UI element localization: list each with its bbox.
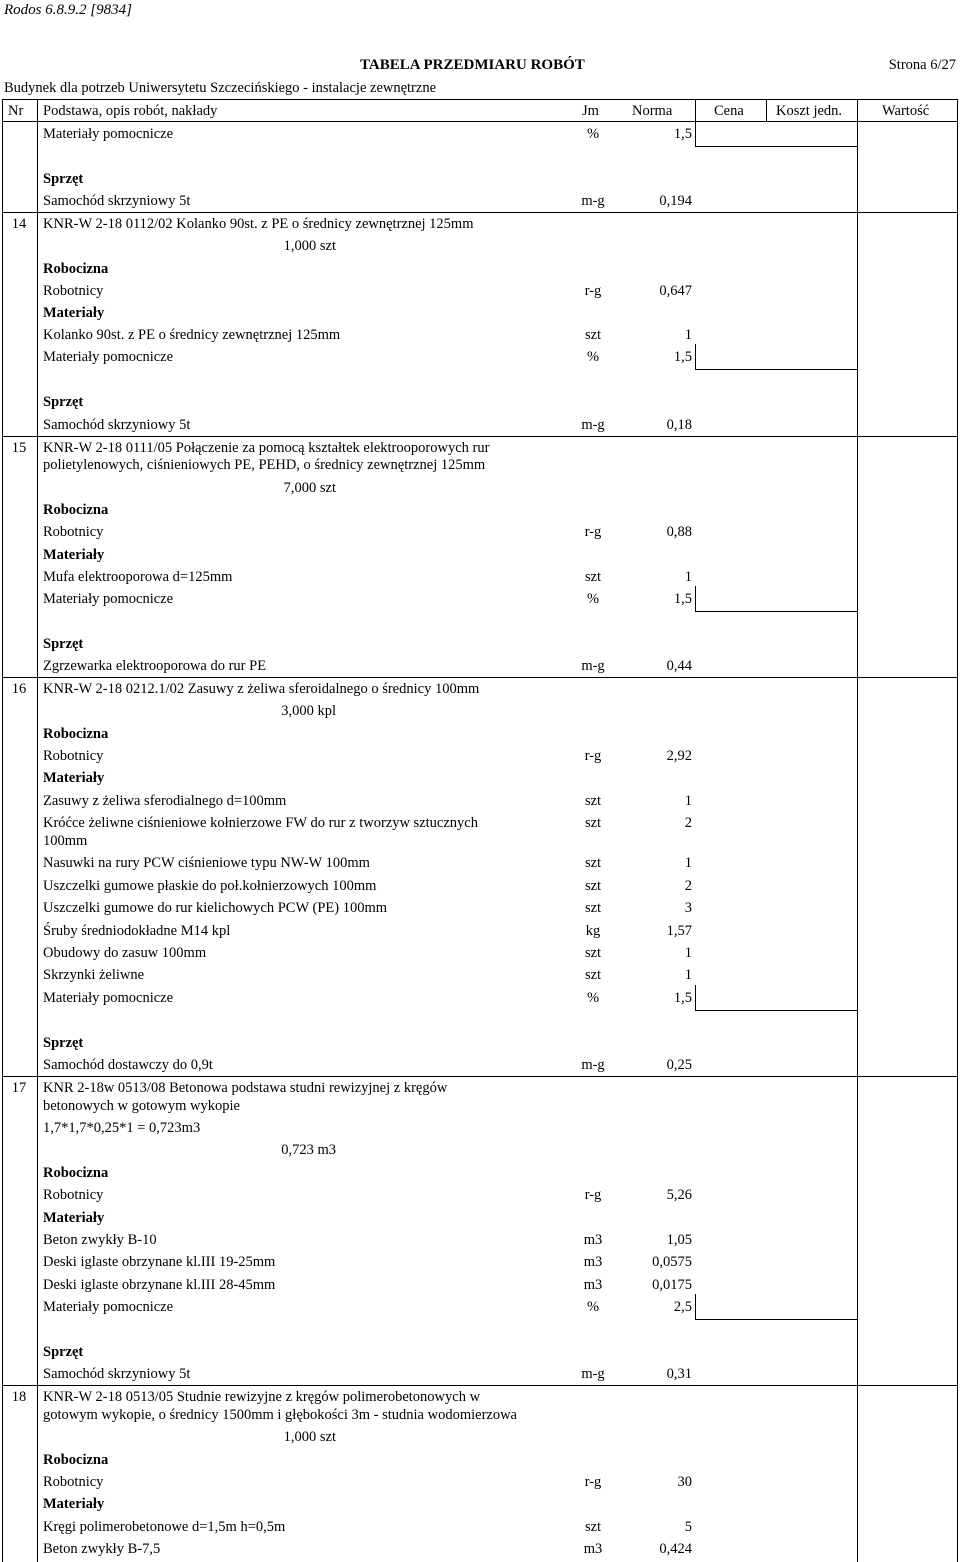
- resource-norm: 1: [684, 793, 692, 809]
- resource-row: [0, 1365, 960, 1385]
- section-heading: [0, 260, 960, 280]
- resource-norm: 1,5: [673, 126, 692, 142]
- position-row: [0, 1079, 960, 1099]
- resource-norm: 30: [677, 1474, 692, 1490]
- resource-row: [0, 416, 960, 436]
- position-number: 16: [11, 681, 27, 697]
- resource-row: [0, 326, 960, 346]
- resource-unit: szt: [584, 793, 602, 809]
- section-heading: [0, 304, 960, 324]
- resource-row: [0, 1231, 960, 1251]
- resource-name: Beton zwykły B-7,5: [43, 1541, 161, 1557]
- section-heading: [0, 1034, 960, 1054]
- section-label: Robocizna: [43, 261, 109, 277]
- description-continuation: [0, 832, 960, 852]
- resource-name: Materiały pomocnicze: [43, 1299, 174, 1315]
- resource-name: Zgrzewarka elektrooporowa do rur PE: [43, 658, 267, 674]
- resource-norm: 0,44: [666, 658, 692, 674]
- resource-norm: 2: [684, 878, 692, 894]
- resource-norm: 0,88: [666, 524, 692, 540]
- description-text: gotowym wykopie, o średnicy 1500mm i głębokości 3m - studnia wodomierzowa: [43, 1407, 517, 1423]
- description-text: betonowych w gotowym wykopie: [43, 1098, 240, 1114]
- resource-name: Uszczelki gumowe płaskie do poł.kołnierzowych 100mm: [43, 878, 377, 894]
- resource-row: [0, 1056, 960, 1076]
- section-heading: [0, 1451, 960, 1471]
- resource-unit: szt: [584, 815, 602, 831]
- position-number: 18: [11, 1389, 27, 1405]
- description-text: polietylenowych, ciśnieniowych PE, PEHD, o średnicy zewnętrznej 125mm: [43, 457, 486, 473]
- resource-row: [0, 989, 960, 1009]
- resource-unit: m3: [583, 1254, 603, 1270]
- resource-norm: 0,424: [659, 1541, 692, 1557]
- description-continuation: [0, 1097, 960, 1117]
- resource-norm: 1,5: [673, 990, 692, 1006]
- section-heading: [0, 725, 960, 745]
- app-version: Rodos 6.8.9.2 [9834]: [4, 2, 132, 18]
- resource-norm: 5: [684, 1519, 692, 1535]
- quantity-row: [0, 702, 960, 722]
- resource-unit: szt: [584, 945, 602, 961]
- description-continuation: [0, 1406, 960, 1426]
- section-label: Robocizna: [43, 502, 109, 518]
- resource-unit: szt: [584, 878, 602, 894]
- section-label: Sprzęt: [43, 1344, 84, 1360]
- quantity-row: [0, 1141, 960, 1161]
- resource-norm: 1,05: [666, 1232, 692, 1248]
- description-text: 1,7*1,7*0,25*1 = 0,723m3: [43, 1120, 201, 1136]
- document-title: TABELA PRZEDMIARU ROBÓT: [360, 57, 585, 73]
- section-label: Materiały: [43, 770, 105, 786]
- resource-row: [0, 657, 960, 677]
- resource-name: Kolanko 90st. z PE o średnicy zewnętrznej 125mm: [43, 327, 341, 343]
- resource-unit: %: [586, 990, 600, 1006]
- resource-norm: 2: [684, 815, 692, 831]
- resource-norm: 3: [684, 900, 692, 916]
- section-heading: [0, 501, 960, 521]
- position-quantity: 3,000 kpl: [281, 703, 336, 719]
- resource-norm: 1,5: [673, 591, 692, 607]
- resource-norm: 2,5: [673, 1299, 692, 1315]
- resource-unit: szt: [584, 900, 602, 916]
- resource-row: [0, 282, 960, 302]
- resource-name: Robotnicy: [43, 748, 104, 764]
- section-label: Materiały: [43, 305, 105, 321]
- resource-unit: szt: [584, 855, 602, 871]
- position-row: [0, 680, 960, 700]
- resource-unit: m-g: [581, 658, 605, 674]
- quantity-row: [0, 479, 960, 499]
- resource-norm: 1,57: [666, 923, 692, 939]
- section-heading: [0, 1164, 960, 1184]
- page-number: Strona 6/27: [888, 57, 956, 73]
- resource-name: Robotnicy: [43, 524, 104, 540]
- section-label: Materiały: [43, 547, 105, 563]
- resource-unit: szt: [584, 327, 602, 343]
- position-description: KNR-W 2-18 0212.1/02 Zasuwy z żeliwa sferoidalnego o średnicy 100mm: [43, 681, 480, 697]
- resource-name: Beton zwykły B-10: [43, 1232, 157, 1248]
- position-number: 15: [11, 440, 27, 456]
- resource-row: [0, 922, 960, 942]
- resource-row: [0, 1518, 960, 1538]
- resource-row: [0, 814, 960, 834]
- section-heading: [0, 393, 960, 413]
- section-heading: [0, 1209, 960, 1229]
- position-row: [0, 1388, 960, 1408]
- resource-name: Skrzynki żeliwne: [43, 967, 145, 983]
- col-header-nr: Nr: [8, 103, 24, 119]
- resource-unit: %: [586, 591, 600, 607]
- position-description: KNR-W 2-18 0111/05 Połączenie za pomocą kształtek elektrooporowych rur: [43, 440, 490, 456]
- col-header-norma: Norma: [632, 103, 673, 119]
- resource-name: Materiały pomocnicze: [43, 591, 174, 607]
- position-row: [0, 215, 960, 235]
- col-header-jm: Jm: [582, 103, 599, 119]
- resource-unit: %: [586, 126, 600, 142]
- quantity-row: [0, 237, 960, 257]
- resource-norm: 2,92: [666, 748, 692, 764]
- resource-unit: m3: [583, 1232, 603, 1248]
- resource-unit: r-g: [584, 283, 602, 299]
- resource-name: Deski iglaste obrzynane kl.III 28-45mm: [43, 1277, 276, 1293]
- resource-name: Nasuwki na rury PCW ciśnieniowe typu NW-W 100mm: [43, 855, 370, 871]
- resource-row: [0, 590, 960, 610]
- resource-unit: r-g: [584, 748, 602, 764]
- resource-name: Mufa elektrooporowa d=125mm: [43, 569, 233, 585]
- resource-row: [0, 747, 960, 767]
- resource-row: [0, 1253, 960, 1273]
- description-continuation: [0, 456, 960, 476]
- position-quantity: 1,000 szt: [283, 1429, 336, 1445]
- resource-name: Uszczelki gumowe do rur kielichowych PCW (PE) 100mm: [43, 900, 388, 916]
- resource-unit: r-g: [584, 1474, 602, 1490]
- col-header-koszt: Koszt jedn.: [776, 103, 843, 119]
- section-label: Sprzęt: [43, 171, 84, 187]
- resource-name: Robotnicy: [43, 1474, 104, 1490]
- resource-norm: 1: [684, 855, 692, 871]
- position-description: KNR-W 2-18 0112/02 Kolanko 90st. z PE o średnicy zewnętrznej 125mm: [43, 216, 474, 232]
- resource-norm: 1: [684, 569, 692, 585]
- resource-name: Materiały pomocnicze: [43, 349, 174, 365]
- resource-name: Materiały pomocnicze: [43, 990, 174, 1006]
- resource-norm: 1: [684, 327, 692, 343]
- resource-norm: 0,0575: [652, 1254, 692, 1270]
- resource-row: [0, 348, 960, 368]
- resource-name: Materiały pomocnicze: [43, 126, 174, 142]
- section-label: Sprzęt: [43, 1035, 84, 1051]
- resource-row: [0, 1186, 960, 1206]
- resource-unit: m3: [583, 1277, 603, 1293]
- resource-norm: 0,31: [666, 1366, 692, 1382]
- resource-norm: 0,0175: [652, 1277, 692, 1293]
- section-heading: [0, 1343, 960, 1363]
- col-header-cena: Cena: [714, 103, 744, 119]
- resource-row: [0, 944, 960, 964]
- section-heading: [0, 635, 960, 655]
- resource-unit: r-g: [584, 1187, 602, 1203]
- resource-row: [0, 792, 960, 812]
- section-label: Robocizna: [43, 1165, 109, 1181]
- resource-norm: 1: [684, 967, 692, 983]
- resource-unit: m3: [583, 1541, 603, 1557]
- resource-row: [0, 1540, 960, 1560]
- resource-unit: m-g: [581, 1366, 605, 1382]
- section-label: Sprzęt: [43, 636, 84, 652]
- position-quantity: 0,723 m3: [281, 1142, 336, 1158]
- resource-name: Obudowy do zasuw 100mm: [43, 945, 207, 961]
- section-heading: [0, 769, 960, 789]
- resource-name: Deski iglaste obrzynane kl.III 19-25mm: [43, 1254, 276, 1270]
- col-header-wartosc: Wartość: [882, 103, 930, 119]
- resource-norm: 0,18: [666, 417, 692, 433]
- quantity-row: [0, 1428, 960, 1448]
- section-label: Robocizna: [43, 726, 109, 742]
- resource-row: [0, 1298, 960, 1318]
- resource-unit: m-g: [581, 1057, 605, 1073]
- resource-name: Kręgi polimerobetonowe d=1,5m h=0,5m: [43, 1519, 286, 1535]
- resource-norm: 0,194: [659, 193, 692, 209]
- section-heading: [0, 546, 960, 566]
- resource-norm: 1: [684, 945, 692, 961]
- position-description: KNR 2-18w 0513/08 Betonowa podstawa studni rewizyjnej z kręgów: [43, 1080, 448, 1096]
- resource-norm: 1,5: [673, 349, 692, 365]
- position-number: 17: [11, 1080, 27, 1096]
- section-heading: [0, 170, 960, 190]
- resource-name: Robotnicy: [43, 283, 104, 299]
- resource-norm: 0,25: [666, 1057, 692, 1073]
- resource-row: [0, 966, 960, 986]
- resource-row: [0, 1473, 960, 1493]
- resource-name: Zasuwy z żeliwa sferodialnego d=100mm: [43, 793, 287, 809]
- resource-name: Śruby średniodokładne M14 kpl: [43, 923, 231, 939]
- resource-unit: szt: [584, 1519, 602, 1535]
- resource-row: [0, 568, 960, 588]
- resource-unit: m-g: [581, 193, 605, 209]
- resource-row: [0, 1276, 960, 1296]
- resource-unit: r-g: [584, 524, 602, 540]
- section-label: Sprzęt: [43, 394, 84, 410]
- resource-name: Samochód skrzyniowy 5t: [43, 417, 191, 433]
- resource-norm: 0,647: [659, 283, 692, 299]
- position-number: 14: [11, 216, 27, 232]
- position-quantity: 1,000 szt: [283, 238, 336, 254]
- resource-unit: %: [586, 349, 600, 365]
- resource-unit: szt: [584, 569, 602, 585]
- resource-row: [0, 125, 960, 145]
- section-label: Materiały: [43, 1210, 105, 1226]
- resource-name: Króćce żeliwne ciśnieniowe kołnierzowe FW do rur z tworzyw sztucznych: [43, 815, 478, 831]
- document-subtitle: Budynek dla potrzeb Uniwersytetu Szczecińskiego - instalacje zewnętrzne: [4, 80, 437, 96]
- resource-unit: m-g: [581, 417, 605, 433]
- col-header-desc: Podstawa, opis robót, nakłady: [43, 103, 218, 119]
- resource-row: [0, 854, 960, 874]
- resource-row: [0, 192, 960, 212]
- resource-row: [0, 899, 960, 919]
- section-heading: [0, 1495, 960, 1515]
- resource-name: Samochód dostawczy do 0,9t: [43, 1057, 213, 1073]
- resource-unit: %: [586, 1299, 600, 1315]
- section-label: Robocizna: [43, 1452, 109, 1468]
- resource-name: Robotnicy: [43, 1187, 104, 1203]
- resource-row: [0, 523, 960, 543]
- resource-unit: szt: [584, 967, 602, 983]
- position-quantity: 7,000 szt: [283, 480, 336, 496]
- description-text: 100mm: [43, 833, 88, 849]
- resource-name: Samochód skrzyniowy 5t: [43, 1366, 191, 1382]
- resource-unit: kg: [585, 923, 601, 939]
- resource-row: [0, 877, 960, 897]
- description-continuation: [0, 1119, 960, 1139]
- resource-name: Samochód skrzyniowy 5t: [43, 193, 191, 209]
- position-description: KNR-W 2-18 0513/05 Studnie rewizyjne z kręgów polimerobetonowych w: [43, 1389, 481, 1405]
- section-label: Materiały: [43, 1496, 105, 1512]
- resource-norm: 5,26: [666, 1187, 692, 1203]
